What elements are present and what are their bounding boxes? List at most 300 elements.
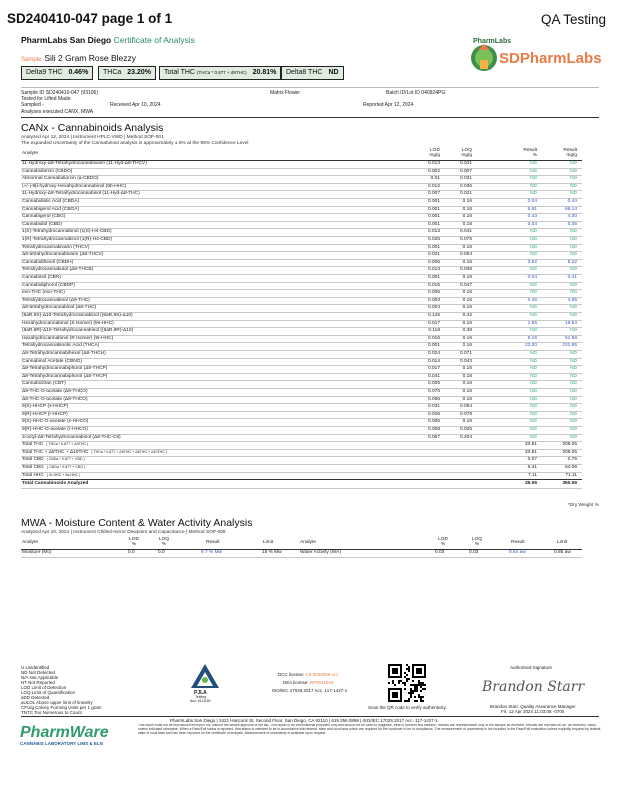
cell-result-mg: 0.41 xyxy=(567,275,577,280)
legend-item: LOQ Limit of Quantification xyxy=(21,690,76,695)
total-pct: 0.07 xyxy=(527,457,537,463)
mwa-limit: 0.85 aw xyxy=(554,550,571,555)
sdpharmlabs-logo xyxy=(465,38,605,78)
iso-accreditation: ISO/IEC 17025:2017 Acc. 117-1427-1 xyxy=(272,688,348,693)
cell-lod: 0.021 xyxy=(427,252,440,258)
mwa-lod: 0.03 xyxy=(435,550,445,555)
cell-lod: 0.002 xyxy=(427,168,440,174)
dea-value: RP0611043 xyxy=(309,680,334,685)
cell-analyte: Tetrahydrocannabinol (Δ9-THC) xyxy=(22,297,90,303)
cell-analyte: 9(S)-HHCP (s-HHCP) xyxy=(22,404,69,410)
dcc-value: C8-0000098-LIC xyxy=(305,672,339,677)
cell-analyte: Tetrahydrocannabinolic Acid (THCA) xyxy=(22,343,100,349)
cell-result-pct: 1.95 xyxy=(527,320,537,326)
cell-lod: 0.017 xyxy=(427,320,440,326)
cell-result-pct: 23.20 xyxy=(524,343,537,349)
cell-result-mg: ND xyxy=(570,373,577,379)
cell-loq: 0.047 xyxy=(459,282,472,288)
col-result-unit: % xyxy=(532,153,537,159)
col-label: LOD xyxy=(129,537,139,542)
cell-lod: 0.01 xyxy=(430,176,440,182)
cell-result-mg: ND xyxy=(570,237,577,242)
cell-loq: 0.041 xyxy=(459,161,472,166)
cell-lod: 0.007 xyxy=(427,191,440,197)
pill-total-thc xyxy=(159,66,281,80)
cell-result-pct: ND xyxy=(530,396,537,402)
total-pct: 20.81 xyxy=(524,442,537,448)
dcc-license xyxy=(278,672,339,677)
col-loq-label: LOQ xyxy=(461,148,472,153)
cell-result-pct: ND xyxy=(530,427,537,432)
pill-value: 20.81% xyxy=(252,69,277,76)
cell-analyte: Δ8-tetrahydrocannabinol (Δ8-THC) xyxy=(22,305,97,311)
cell-loq: 0.16 xyxy=(462,381,472,387)
dry-weight-note: *Dry Weight % xyxy=(567,503,599,508)
cell-analyte: Hexahydrocannabinol (S Isomer) (9s-HHC) xyxy=(22,320,114,326)
legend-item: aDD Detected xyxy=(21,695,50,700)
total-mg: 71.11 xyxy=(565,472,577,478)
cell-lod: 0.025 xyxy=(427,237,440,242)
cell-lod: 0.024 xyxy=(427,351,440,356)
cell-analyte: 9(S)-HHC-O-acetate (s-HHCO) xyxy=(22,419,89,425)
cell-lod: 0.076 xyxy=(427,389,440,394)
qr-caption: Scan the QR code to verify authenticity. xyxy=(368,705,447,710)
cell-lod: 0.126 xyxy=(427,313,440,318)
col-unit: % xyxy=(440,542,446,548)
total-mg: 0.75 xyxy=(567,457,577,463)
cell-loq: 0.025 xyxy=(459,427,472,432)
total-label xyxy=(22,472,80,480)
legend-item: N/A Not Applicable xyxy=(21,675,59,680)
cell-lod: 0.001 xyxy=(427,343,440,349)
lab-address: PharmLabs San Diego | 3421 Hancock St, Second Floor, San Diego, CA 92110 | 619.356.0898 | ISO/IEC 17025:2017 Acc. 117-1427-1 xyxy=(170,718,438,723)
cell-result-mg: ND xyxy=(570,161,577,166)
total-name: Total CBD xyxy=(22,457,44,463)
mwa-analyte: Water Activity (WA) xyxy=(300,550,341,555)
cell-loq: 0.16 xyxy=(462,297,472,303)
total-label xyxy=(22,456,85,464)
canx-analyzed: Analyzed Apr 12, 2024 | Instrument HPLC-VWD | Method SOP-001 xyxy=(21,135,164,140)
canx-title: CANx - Cannabinoids Analysis xyxy=(21,122,164,134)
footer-divider xyxy=(21,716,599,717)
col-result-unit: mg/g xyxy=(566,153,577,159)
cell-analyte: (6aR,9S)-Δ10-Tetrahydrocannabinol ((6aR,9S)-Δ10) xyxy=(22,313,133,318)
mwa-col-loq2 xyxy=(467,537,487,547)
total-mg: 64.06 xyxy=(564,465,577,470)
pill-value: 23.20% xyxy=(127,69,152,76)
cell-result-pct: 0.04 xyxy=(527,275,537,280)
pill-label: THCa xyxy=(103,69,122,76)
cell-loq: 0.16 xyxy=(462,290,472,296)
tested-for: Tested for Lifted Made xyxy=(21,96,71,102)
cell-loq: 0.16 xyxy=(462,419,472,425)
col-unit: % xyxy=(131,542,137,548)
col-loq xyxy=(442,148,472,158)
mwa-loq: 0.03 xyxy=(469,550,479,555)
col-unit: % xyxy=(474,542,480,548)
cell-result-pct: ND xyxy=(530,252,537,258)
cell-analyte: Cannabigerol Acid (CBGA) xyxy=(22,206,80,212)
cell-loq: 0.16 xyxy=(462,206,472,212)
pharmware-logo xyxy=(20,724,109,746)
report-id: SD240410-047 page 1 of 1 xyxy=(7,11,173,26)
reported: Reported Apr 12, 2024 xyxy=(363,102,414,108)
cell-lod: 0.005 xyxy=(427,290,440,296)
mwa-limit: 15 % Mw xyxy=(262,550,282,555)
cell-lod: 0.041 xyxy=(427,373,440,379)
cell-result-mg: 4.65 xyxy=(567,297,577,303)
qr-code[interactable] xyxy=(388,664,426,702)
cell-result-pct: ND xyxy=(530,381,537,387)
cell-lod: 0.013 xyxy=(427,161,440,166)
cell-loq: 0.204 xyxy=(459,434,472,440)
col-loq-unit: mg/g xyxy=(461,153,472,159)
cell-analyte: Δ8-Tetrahydrocannabihexol (Δ8-THCH) xyxy=(22,351,106,356)
cell-analyte: 9(R)-HHCP (r-HHCP) xyxy=(22,411,68,417)
lab-title: PharmLabs San Diego xyxy=(21,35,112,45)
cell-lod: 0.067 xyxy=(427,434,440,440)
sample-prefix: Sample xyxy=(21,57,42,63)
lab-name xyxy=(21,35,195,45)
cell-result-mg: ND xyxy=(570,282,577,288)
cell-loq: 0.16 xyxy=(462,335,472,341)
cell-result-pct: ND xyxy=(530,191,537,197)
logo-small-text: PharmLabs xyxy=(473,38,512,45)
cell-analyte: Δ8-Tetrahydrocannabiphorol (Δ8-THCP) xyxy=(22,373,108,379)
cell-lod: 0.013 xyxy=(427,267,440,273)
pjla-sub: Testing xyxy=(195,695,207,699)
cell-loq: 0.16 xyxy=(462,221,472,227)
cell-analyte: Cannabidiorcin (CBDO) xyxy=(22,168,73,174)
cell-result-mg: ND xyxy=(570,168,577,174)
cell-lod: 0.001 xyxy=(427,221,440,227)
signature: Brandon Starr xyxy=(482,679,585,695)
cell-loq: 0.16 xyxy=(462,389,472,394)
legend-item: TNTC Too Numerous to Count xyxy=(21,710,82,715)
col-result-pct xyxy=(497,148,537,158)
cell-result-mg: ND xyxy=(570,358,577,364)
cell-lod: 0.008 xyxy=(427,427,440,432)
cell-loq: 0.094 xyxy=(459,404,472,410)
mwa-title: MWA - Moisture Content & Water Activity Analysis xyxy=(21,517,253,529)
sample-name xyxy=(21,53,136,63)
divider xyxy=(21,87,599,88)
cell-result-pct: 0.43 xyxy=(527,214,537,220)
total-label xyxy=(22,441,88,449)
total-pct: 35.06 xyxy=(524,481,537,487)
col-unit: % xyxy=(161,542,167,548)
cell-analyte: Cannabidiolic Acid (CBDA) xyxy=(22,199,80,204)
cell-result-mg: 0.44 xyxy=(567,199,577,204)
cell-result-mg: 4.30 xyxy=(567,214,577,220)
cell-result-pct: ND xyxy=(530,244,537,250)
total-label xyxy=(22,464,85,472)
cell-loq: 0.075 xyxy=(459,237,472,242)
coa-label: Certificate of Analysis xyxy=(113,35,195,45)
cell-analyte: Tetrahydrocannabutol (Δ9-THCB) xyxy=(22,267,94,273)
cell-result-pct: 0.04 xyxy=(527,221,537,227)
cell-lod: 0.026 xyxy=(427,411,440,417)
pill-value: ND xyxy=(328,69,339,76)
cell-result-pct: 0.46 xyxy=(527,297,537,303)
cell-loq: 0.16 xyxy=(462,305,472,311)
cell-lod: 0.013 xyxy=(427,229,440,235)
mwa-col-loq xyxy=(154,537,174,547)
cell-result-pct: ND xyxy=(530,419,537,425)
col-analyte: Analyte xyxy=(22,151,38,156)
total-mg: 208.05 xyxy=(562,442,577,448)
cell-loq: 0.064 xyxy=(459,252,472,258)
cell-result-mg: ND xyxy=(570,267,577,273)
divider xyxy=(21,117,599,118)
cell-analyte: Cannabigerol (CBG) xyxy=(22,214,66,220)
cell-lod: 0.003 xyxy=(427,297,440,303)
sig-date: Fri, 12 Apr 2024 11:03:08 -0700 xyxy=(501,709,565,714)
mwa-col-result: Result xyxy=(206,540,220,545)
col-result-label: Result xyxy=(523,148,537,153)
disclaimer: This report shall not be reproduced except in full, without the written approval of the lab. This report is for informational purposes only and should not be used to diagnose, treat or prevent any disease. Results are representative only of the sample as received. Results are reported on an "as received" basis, unless indicated otherwise. When a Pass/Fail status is reported, that status is intended to be in accordance with federal, state and local laws which are required for the customer to be in compliance. The measurement of uncertainty is not included in the Pass/Fail evaluation unless explicitly required by federal, state or local laws and has been reported on the certificate of analysis. Measurement of uncertainty is available upon request. xyxy=(138,724,602,735)
cell-lod: 0.005 xyxy=(427,381,440,387)
cell-result-pct: ND xyxy=(530,237,537,242)
cell-analyte: Δ8-THC-O-acetate (Δ8-THCO) xyxy=(22,396,88,402)
qa-label: QA Testing xyxy=(540,12,606,27)
cell-result-mg: ND xyxy=(570,313,577,318)
cell-result-pct: ND xyxy=(530,183,537,189)
cell-lod: 0.001 xyxy=(427,199,440,204)
sig-label: Authorised Signature xyxy=(510,665,553,670)
cell-result-mg: ND xyxy=(570,351,577,356)
pill-delta8 xyxy=(281,66,344,80)
cell-lod: 0.014 xyxy=(427,358,440,364)
cell-result-mg: ND xyxy=(570,183,577,189)
cell-lod: 0.005 xyxy=(427,419,440,425)
mwa-row xyxy=(21,549,582,558)
pjla-acc: Acc. #111160 xyxy=(190,699,211,703)
total-name: Total CBG xyxy=(22,465,44,470)
cell-lod: 0.118 xyxy=(428,328,440,334)
logo-text: SDPharmLabs xyxy=(499,50,602,67)
cell-loq: 0.043 xyxy=(459,358,472,364)
col-label: LOD xyxy=(438,537,448,542)
cell-loq: 0.16 xyxy=(462,343,472,349)
cell-loq: 0.39 xyxy=(462,328,472,334)
legend-item: U Unidentified xyxy=(21,665,50,670)
mwa-lod: 0.0 xyxy=(128,550,135,555)
cell-result-pct: ND xyxy=(530,351,537,356)
mwa-loq: 0.0 xyxy=(158,550,165,555)
cell-analyte: exo-THC (exo-THC) xyxy=(22,290,65,296)
cell-lod: 0.001 xyxy=(427,275,440,280)
cell-result-pct: ND xyxy=(530,176,537,182)
cell-result-mg: ND xyxy=(570,290,577,296)
cell-lod: 0.015 xyxy=(427,282,440,288)
cell-lod: 0.001 xyxy=(427,206,440,212)
pill-label: Total THC xyxy=(164,69,195,76)
cell-analyte: Δ8-tetrahydrocannabivarin (Δ8-THCV) xyxy=(22,252,104,258)
cell-analyte: Cannabidiphorol (CBDP) xyxy=(22,282,75,288)
cell-result-mg: 51.58 xyxy=(564,335,577,341)
mwa-analyte: Moisture (Mo) xyxy=(22,550,52,555)
cell-analyte: 1(S)-Tetrahydrocannabinol (1(S)-H4-CBD) xyxy=(22,229,112,235)
total-formula: ( THCa * 0.877 + Δ9THC ) xyxy=(46,442,89,447)
pharmware-sub: CANNABIS LABORATORY LIMS & ELN xyxy=(20,741,103,746)
cell-analyte: Abnormal Cannabidiorcin (a-CBDO) xyxy=(22,176,99,182)
cell-result-mg: ND xyxy=(570,305,577,311)
cell-result-mg: ND xyxy=(570,434,577,440)
legend-item: CFU/g Colony Forming Units per 1 gram xyxy=(21,705,102,710)
cell-loq: 0.16 xyxy=(462,320,472,326)
cell-result-pct: ND xyxy=(530,434,537,440)
cell-result-mg: ND xyxy=(570,328,577,334)
total-formula: ( CBDa * 0.877 + CBD ) xyxy=(46,457,85,462)
pjla-text: PJLA xyxy=(194,690,207,696)
sample-id: Sample ID SD240410-047 (93106) xyxy=(21,90,98,96)
cell-result-pct: ND xyxy=(530,267,537,273)
cell-result-mg: ND xyxy=(570,411,577,417)
total-pct: 6.41 xyxy=(527,465,537,470)
cell-result-mg: ND xyxy=(570,191,577,197)
col-result-mg xyxy=(537,148,577,158)
cell-loq: 0.16 xyxy=(462,244,472,250)
cell-result-pct: ND xyxy=(530,411,537,417)
pill-formula: (THCa * 0.877 + d9THC) xyxy=(196,70,247,75)
cell-lod: 0.005 xyxy=(427,259,440,265)
cell-result-pct: ND xyxy=(530,373,537,379)
pill-value: 0.46% xyxy=(68,69,89,76)
cell-result-pct: ND xyxy=(530,358,537,364)
cell-analyte: 11-Hydroxy-Δ8-Tetrahydrocannabinol (11-Hyd-Δ8-THC) xyxy=(22,191,140,197)
pjla-logo xyxy=(190,663,220,703)
cell-result-mg: 6.22 xyxy=(567,259,577,265)
cell-analyte: Hexahydrocannabinol (R Isomer) (9r-HHC) xyxy=(22,335,114,341)
total-pct: 20.81 xyxy=(524,449,537,455)
cell-loq: 0.16 xyxy=(462,214,472,220)
cell-result-pct: ND xyxy=(530,366,537,372)
cell-analyte: (+/-)-9β-hydroxy-Hexahydrocannabinol (9b-HHC) xyxy=(22,183,127,189)
cell-result-mg: ND xyxy=(570,229,577,235)
total-formula: ( THCa * 0.877 + Δ9THC + Δ8THC + Δ10THC ) xyxy=(91,449,168,454)
cell-result-pct: ND xyxy=(530,282,537,288)
sampled: Sampled - xyxy=(21,102,44,108)
cell-result-mg: ND xyxy=(570,176,577,182)
cell-loq: 0.16 xyxy=(462,259,472,265)
cell-lod: 0.016 xyxy=(427,335,440,341)
total-pct: 7.11 xyxy=(528,472,537,478)
col-lod xyxy=(410,148,440,158)
cell-loq: 0.007 xyxy=(459,168,472,174)
legend-item: NT Not Reported xyxy=(21,680,55,685)
legend-item: ND Not Detected xyxy=(21,670,56,675)
col-label: LOQ xyxy=(158,537,170,542)
total-name: Total Cannabinoids Analyzed xyxy=(22,481,89,487)
total-row xyxy=(21,479,582,489)
col-label: LOQ xyxy=(471,537,483,542)
dcc-label: DCC license: xyxy=(278,672,305,677)
cell-loq: 0.16 xyxy=(462,366,472,372)
cell-result-mg: ND xyxy=(570,419,577,425)
analyses-executed: Analyses executed CANX, MWA xyxy=(21,109,94,115)
cell-lod: 0.066 xyxy=(427,396,440,402)
cell-result-pct: 5.16 xyxy=(527,335,537,341)
cell-loq: 0.071 xyxy=(459,351,472,356)
cell-result-mg: ND xyxy=(570,404,577,410)
cell-loq: 0.031 xyxy=(459,176,472,182)
mwa-analyzed: Analyzed Apr 10, 2024 | Instrument Chilled-mirror Dewpoint and Capacitance | Method SOP-008 xyxy=(21,530,226,535)
total-name: Total THC + Δ8THC + Δ10THC xyxy=(22,449,89,455)
cell-loq: 0.041 xyxy=(459,229,472,235)
matrix: Matrix Flower xyxy=(270,90,301,96)
cell-loq: 0.16 xyxy=(462,373,472,379)
received: Received Apr 10, 2024 xyxy=(110,102,161,108)
mwa-col-lod xyxy=(124,537,144,547)
cell-analyte: Cannabidihexol (CBDH) xyxy=(22,259,74,265)
cell-analyte: 9(R)-HHC-O-acetate (r-HHCO) xyxy=(22,427,88,432)
cell-result-mg: 0.36 xyxy=(567,221,577,227)
dea-license xyxy=(283,680,333,685)
cell-analyte: Tetrahydrocannabivarin (THCV) xyxy=(22,244,90,250)
cell-analyte: 3-octyl-Δ8-Tetrahydrocannabinol (Δ8-THC-C8) xyxy=(22,434,121,440)
mwa-col-limit: Limit xyxy=(263,540,274,545)
mwa-result: 9.7 % Mw xyxy=(201,550,223,555)
cell-loq: 0.16 xyxy=(462,396,472,402)
cell-result-pct: ND xyxy=(530,328,537,334)
total-name: Total HHC xyxy=(22,472,44,478)
pharmware-text: PharmWare xyxy=(20,724,109,741)
total-formula: ( CBGa * 0.877 + CBG ) xyxy=(46,465,86,469)
legend-item: aULOL Above upper limit of linearity xyxy=(21,700,93,705)
cell-result-mg: ND xyxy=(570,252,577,258)
cell-lod: 0.031 xyxy=(427,404,440,410)
total-name: Total THC xyxy=(22,442,44,448)
total-label xyxy=(22,480,91,488)
mwa-col-analyte: Analyte xyxy=(22,540,38,545)
cell-result-mg: 68.14 xyxy=(564,206,577,212)
cell-lod: 0.012 xyxy=(427,183,440,189)
batch-id: Batch ID/Lot ID 040924PG xyxy=(386,90,446,96)
dea-label: DEA license: xyxy=(283,680,309,685)
total-mg: 208.05 xyxy=(562,449,577,455)
cell-lod: 0.017 xyxy=(427,366,440,372)
cell-result-pct: ND xyxy=(530,168,537,174)
cell-result-pct: ND xyxy=(530,404,537,410)
cell-result-pct: 6.81 xyxy=(527,206,537,212)
total-formula: ( 9r-HHC + 9s-HHC ) xyxy=(46,472,81,477)
cell-result-mg: ND xyxy=(570,396,577,402)
total-mg: 350.59 xyxy=(562,481,577,487)
cell-result-pct: ND xyxy=(530,290,537,296)
cell-result-pct: ND xyxy=(530,313,537,318)
cell-analyte: 1(R)-Tetrahydrocannabinol (1(R)-H4-CBD) xyxy=(22,237,113,242)
cell-loq: 0.038 xyxy=(459,267,472,273)
col-lod-label: LOD xyxy=(430,148,440,153)
total-label xyxy=(22,449,167,457)
col-result-label: Result xyxy=(563,148,577,153)
sig-title: Brandon Starr, Quality Assurance Manager xyxy=(490,704,576,709)
cell-loq: 0.021 xyxy=(459,191,472,197)
cell-loq: 0.16 xyxy=(462,199,472,204)
cell-analyte: Cannabinol (CBN) xyxy=(22,275,61,280)
legend-item: LOD Limit of Detection xyxy=(21,685,67,690)
cell-lod: 0.004 xyxy=(427,305,440,311)
cell-result-pct: ND xyxy=(530,305,537,311)
sample-title: Sili 2 Gram Rose Blezzy xyxy=(44,53,136,63)
cell-result-mg: ND xyxy=(570,427,577,432)
cell-lod: 0.001 xyxy=(427,244,440,250)
cell-result-mg: ND xyxy=(570,244,577,250)
cell-result-mg: ND xyxy=(570,366,577,372)
cell-analyte: Cannabinol Acetate (CBNO) xyxy=(22,358,82,364)
cell-analyte: Δ9-Tetrahydrocannabiphorol (Δ9-THCP) xyxy=(22,366,108,372)
